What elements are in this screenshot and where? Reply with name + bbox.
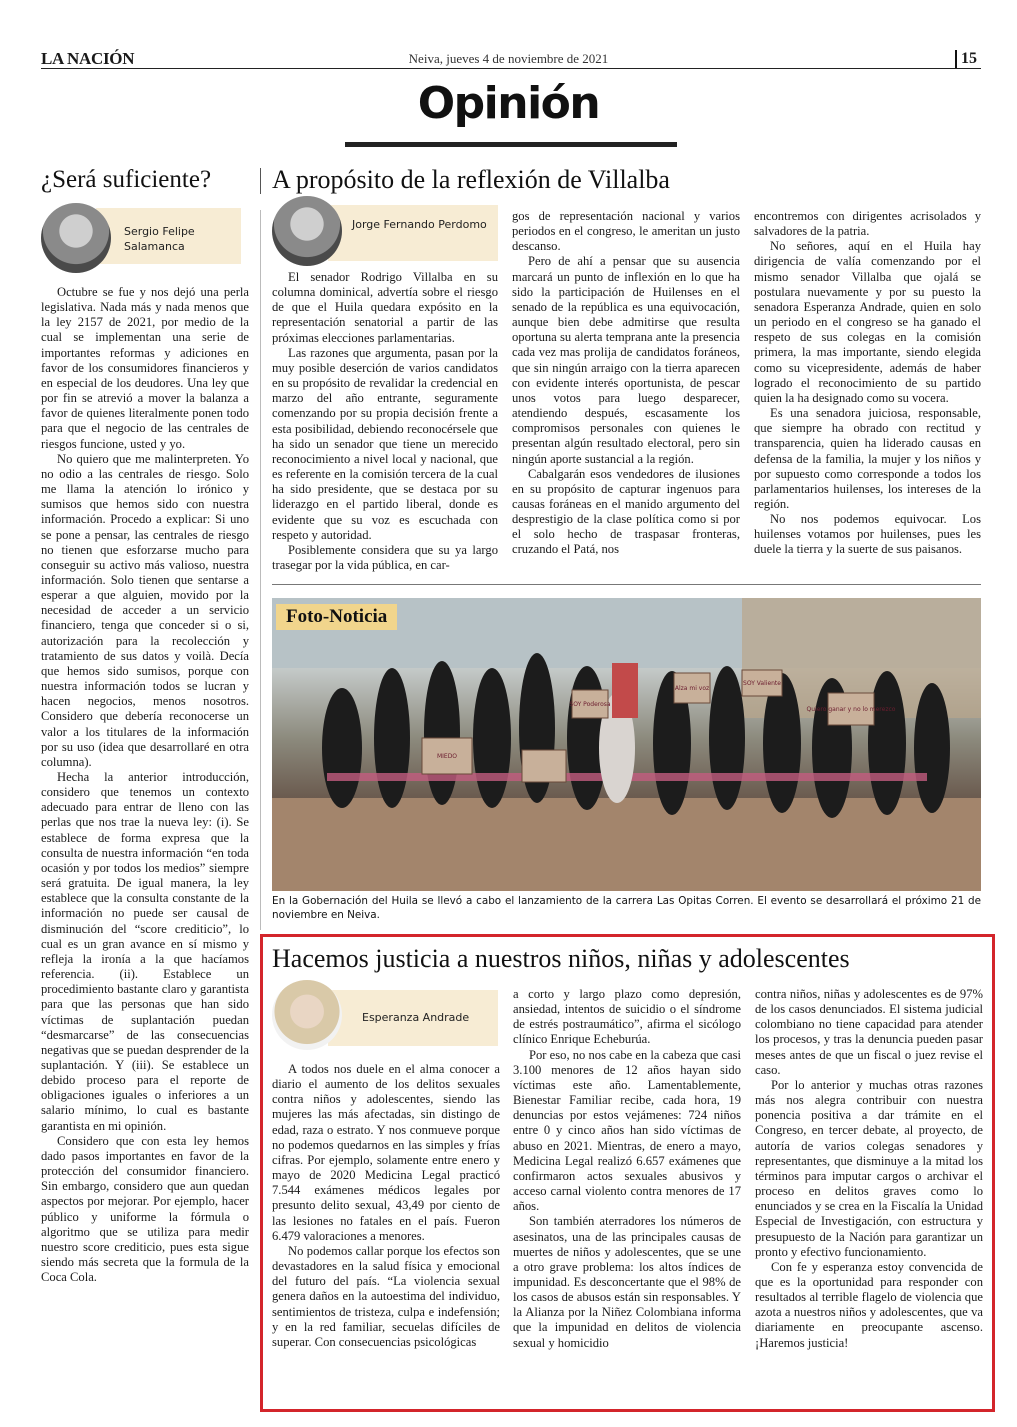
article-3-paragraph: a corto y largo plazo como depresión, ansiedad, intentos de suicidio o el síndrome de estrés postraumático”, afirma el sicólogo clínico Enrique Echeburúa. (513, 987, 741, 1047)
article-2-paragraph: No señores, aquí en el Huila hay dirigencia de valía comenzando por el mismo senador Villalba que ojalá se postulara nuevamente y por su puesto la senadora Esperanza Andrade, quien en solo un periodo en el congreso se ha ganado el respeto de sus colegas en la comisión primera, la mas importante, siendo elegida como su vicepresidente, además de haber logrado el reconocimiento de su partido quien la ha designado como su vocera. (754, 239, 981, 405)
article-3-paragraph: Por eso, no nos cabe en la cabeza que casi 3.100 menores de 12 años hayan sido víctimas este año. Lamentablemente, Bienestar Familiar recibe, cada hora, 19 denuncias por estos vejámenes: 724 niños entre 0 y cinco años han sido víctimas de abuso en 2021. Mientras, de enero a mayo, Medicina Legal realizó 6.657 exámenes que confirmaron actos sexuales abusivos y acceso carnal violento contra menores de 17 años. (513, 1047, 741, 1214)
article-2-column-3 (754, 209, 981, 579)
article-3-paragraph: A todos nos duele en el alma conocer a diario el aumento de los delitos sexuales contra niños y adolescentes, siendo las mujeres las más afectadas, sin distingo de edad, raza o estrato. Y nos conmueve porque no podemos quedarnos en las simples y frías cifras. Por ejemplo, solamente entre enero y mayo de 2020 Medicina Legal practicó 7.544 exámenes médicos legales por presunto delito sexual, 43,49 por ciento de las lesiones no fatales en el país. Fueron 6.479 valoraciones a menores. (272, 1062, 500, 1243)
article-2-column-1 (272, 270, 498, 580)
section-underline (345, 142, 677, 147)
headline-divider (260, 168, 261, 194)
article-2-paragraph: Las razones que argumenta, pasan por la muy posible deserción de varios candidatos en su propósito de revalidar la credencial en marzo del año entrante, seguramente comenzando por su propia decisión frente a esta posibilidad, debiendo reconocérsele que ha sido un senador que tiene un merecido reconocimiento a nivel local y nacional, que es referente en la comisión tercera de la cual ha sido presidente, que se destaca por su liderazgo en el partido liberal, donde es evidente que su voz es escuchada con respeto y autoridad. (272, 345, 498, 542)
article-3-column-1 (272, 1062, 500, 1392)
article-2-author-avatar (272, 196, 342, 266)
article-2-author-box (328, 205, 498, 261)
article-1-paragraph: Octubre se fue y nos dejó una perla legislativa. Nada más y nada menos que la ley 2157 de 2021, por medio de la cual se implementan una serie de importantes reformas y adiciones en favor de los consumidores financieros y en especial de los deudores. Una ley que por fin se atrevió a mover la balanza a favor de quienes literalmente ponen todo para que el negocio de las centrales de riesgos funcione, usted y yo. (41, 285, 249, 451)
article-2-paragraph: Pero de ahí a pensar que su ausencia marcará un punto de inflexión en lo que ha sido la participación de Huilenses en el senado de la república es una equivocación, aunque bien debe admitirse que resulta oportuna su alerta temprana ante la presencia cada vez mas prolija de candidatos foráneos, que sin ningún arraigo con la tierra aparecen con evidente interés oportunista, de pescar unos votos para luego desparecer, atendiendo después, escasamente los compromisos personales con quienes le presentan algún resultado electoral, pero sin ningún aporte sustancial a la región. (512, 254, 740, 466)
article-1-author-avatar (41, 203, 111, 273)
protest-sign-text: SOY Valiente (743, 680, 781, 687)
article-2-author-name: Jorge Fernando Perdomo (352, 218, 487, 231)
dateline: Neiva, jueves 4 de noviembre de 2021 (408, 51, 609, 66)
newspaper-logo: LA NACIÓN (41, 49, 135, 68)
article-3-author-name: Esperanza Andrade (362, 1011, 470, 1024)
article-1-headline: ¿Será suficiente? (41, 166, 212, 193)
article-3-paragraph: Con fe y esperanza estoy convencida de que es la oportunidad para responder con resultados al terrible flagelo de violencia que azota a nuestros niños y adolescentes, que va diariamente en preocupante ascenso. ¡Haremos justicia! (755, 1259, 983, 1350)
article-1-author-name: Sergio Felipe Salamanca (124, 225, 195, 253)
protest-sign-text: Alza mi voz (674, 685, 710, 692)
article-3-paragraph: Son también aterradores los números de asesinatos, una de las principales causas de muertes de niños y adolescentes, que se une a otro grave problema: los altos índices de impunidad. Es desconcertante que el 98% de los casos de abusos están sin responsables. Y la Alianza por la Niñez Colombiana informa que la impunidad en delitos de violencia sexual y homicidio (513, 1214, 741, 1350)
photo-caption: En la Gobernación del Huila se llevó a cabo el lanzamiento de la carrera Las Opitas Corren. El evento se desarrollará el próximo 21 de noviembre en Neiva. (272, 895, 981, 921)
photo-top-rule (272, 584, 981, 585)
article-2-paragraph: El senador Rodrigo Villalba en su columna dominical, advertía sobre el riesgo de que el Huila quedara expósito en la representación senatorial a partir de las próximas elecciones parlamentarias. (272, 270, 498, 345)
article-2-paragraph: Posiblemente considera que su ya largo trasegar por la vida pública, en car- (272, 542, 498, 572)
article-1-body (41, 285, 249, 1385)
photo-news-tag: Foto-Noticia (276, 604, 397, 630)
article-3-column-2 (513, 987, 741, 1392)
article-2-paragraph: No nos podemos equivocar. Los huilenses votamos por huilenses, pues les duele la tierra y la suerte de sus paisanos. (754, 512, 981, 557)
section-title: Opinión (417, 78, 600, 129)
article-3-column-3 (755, 987, 983, 1392)
article-2-paragraph: Cabalgarán esos vendedores de ilusiones en su propósito de capturar ingenuos para causas foráneas en el manido argumento del desprestigio de la clase política como si por el solo hecho de traspasar fronteras, cruzando el Patá, nos (512, 466, 740, 557)
article-3-paragraph: contra niños, niñas y adolescentes es de 97% de los casos denunciados. El sistema judicial colombiano no tiene capacidad para atender los procesos, y tras la denuncia pueden pasar meses antes de que un fiscal o juez revise el caso. (755, 987, 983, 1077)
article-2-headline: A propósito de la reflexión de Villalba (272, 165, 670, 194)
protest-sign-text: Quiero ganar y no lo merezco (806, 706, 896, 713)
article-2-paragraph: gos de representación nacional y varios periodos en el congreso, le ameritan un justo descanso. (512, 209, 740, 254)
article-1-author-box (96, 208, 241, 264)
article-2-paragraph: encontremos con dirigentes acrisolados y salvadores de la patria. (754, 209, 981, 239)
article-1-paragraph: No quiero que me malinterpreten. Yo no odio a las centrales de riesgo. Solo me llama la atención lo irónico y sumisos que hemos sido con nuestra información. Procedo a explicar: Si uno se pone a pensar, las centrales de riesgo no tienen que esforzarse mucho para conseguir su activo más valioso, nuestra información. Solo tienen que sentarse a esperar a que alguien, movido por la necesidad de acceder a un servicio financiero, tenga que conceder si o si, autorización para la recolección y tratamiento de sus datos y voilà. Decía que hemos sido sumisos, porque con nuestra información todos se lucran y hacen negocios, menos nosotros. Considero que debería reconocerse un valor a los titulares de la información por su uso (idea que desarrollaré en otra columna). (41, 451, 249, 769)
article-1-paragraph: Considero que con esta ley hemos dado pasos importantes en favor de la protección del consumidor financiero. Sin embargo, considero que aun quedan aspectos por mejorar. Por ejemplo, hacer público y uniforme la fórmula o algoritmo que se utiliza para medir nuestro score crediticio, pues esta sigue siendo más secreta que la formula de la Coca Cola. (41, 1133, 249, 1285)
event-photo (272, 598, 981, 891)
article-3-headline: Hacemos justicia a nuestros niños, niñas y adolescentes (272, 944, 850, 973)
page-number: 15 (955, 50, 977, 68)
protest-sign-text: SOY Poderosa (569, 701, 611, 708)
column-divider (260, 210, 261, 930)
protest-sign-text: MIEDO (436, 753, 458, 760)
article-3-author-avatar (272, 980, 342, 1050)
event-photo-illustration (272, 598, 981, 891)
article-3-paragraph: No podemos callar porque los efectos son devastadores en la salud física y emocional del futuro del país. “La violencia sexual genera daños en la autoestima del individuo, sentimientos de tristeza, culpa e indefensión; y en la red familiar, secuelas difíciles de superar. Con consecuencias psicológicas (272, 1243, 500, 1349)
article-2-column-2 (512, 209, 740, 579)
article-3-author-box (328, 990, 498, 1046)
article-2-paragraph: Es una senadora juiciosa, responsable, que siempre ha obrado con rectitud y transparencia, quien ha liderado causas en defensa de la familia, la mujer y los niños y por supuesto como corresponde a todos los parlamentarios huilenses, los intereses de la región. (754, 406, 981, 511)
masthead-rule (41, 68, 981, 69)
article-1-paragraph: Hecha la anterior introducción, considero que tenemos un contexto adecuado para entrar de lleno con las perlas que nos trae la nueva ley: (i). Se establece de forma expresa que la consulta de nuestra información “en toda ocasión y por todos los medios” siempre será gratuita. De igual manera, la ley establece que la consulta constante de la información no puede ser causal de disminución del “score crediticio”, lo cual es un gran avance en sí mismo y refleja la ironía a la que hacíamos referencia. (ii). Establece un procedimiento bastante claro y garantista para que las personas que han sido víctimas de suplantación puedan “desmarcarse” de las consecuencias negativas que se puedan desprender de la suplantación. Y (iii). Se establece un debido proceso para el reporte de obligaciones iguales o inferiores a un salario mínimo, lo cual es bastante garantista en mi opinión. (41, 770, 249, 1133)
article-3-paragraph: Por lo anterior y muchas otras razones más nos alegra contribuir con nuestra ponencia positiva a dar trámite en el Congreso, en tercer debate, al proyecto, de autoría de varios colegas senadores y representantes, que disminuye a la mitad los términos para imputar cargos o archivar el proceso en delitos graves como lo enunciados y se crea en la Fiscalía la Unidad Especial de Investigación, con estructura y presupuesto de la Nación para garantizar un pronto y efectivo funcionamiento. (755, 1077, 983, 1259)
